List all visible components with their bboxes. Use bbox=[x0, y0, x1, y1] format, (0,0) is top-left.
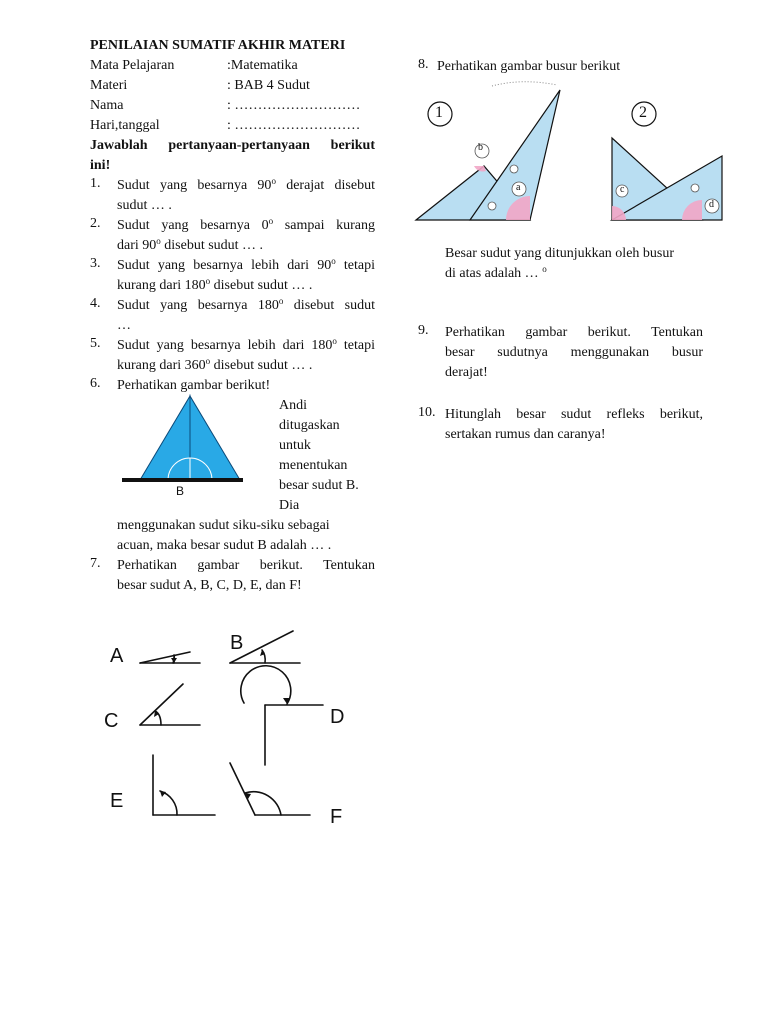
question-7 bbox=[90, 556, 375, 596]
question-text: … bbox=[117, 318, 131, 333]
question-number: 6. bbox=[90, 376, 101, 391]
question-text: Perhatikan gambar berikut. Tentukan bbox=[117, 558, 375, 573]
question-text: Perhatikan gambar berikut! bbox=[117, 378, 271, 393]
angle-label-c: C bbox=[104, 710, 119, 732]
angle-b-label: B bbox=[176, 484, 185, 498]
angles-figure bbox=[105, 625, 365, 835]
question-number: 5. bbox=[90, 336, 101, 351]
header-label: Materi bbox=[90, 78, 128, 93]
question-number: 3. bbox=[90, 256, 101, 271]
question-text: acuan, maka besar sudut B adalah … . bbox=[117, 538, 332, 553]
instruction-line2: ini! bbox=[90, 158, 111, 173]
angle-label-f: F bbox=[330, 806, 343, 828]
question-10 bbox=[418, 405, 703, 445]
header-label: Mata Pelajaran bbox=[90, 58, 175, 73]
question-text: Perhatikan gambar busur berikut bbox=[437, 59, 621, 74]
right-column bbox=[418, 57, 703, 77]
q8-after-text bbox=[445, 244, 705, 284]
question-number: 1. bbox=[90, 176, 101, 191]
question-text: Besar sudut yang ditunjukkan oleh busur bbox=[445, 246, 675, 261]
header-value: :Matematika bbox=[227, 58, 298, 73]
header-label: Nama bbox=[90, 98, 124, 113]
question-number: 2. bbox=[90, 216, 101, 231]
question-text: kurang dari 180$^o$ disebut sudut … . bbox=[117, 276, 313, 293]
protractor-figure bbox=[412, 76, 732, 226]
question-4 bbox=[90, 296, 375, 336]
question-text: sudut … . bbox=[117, 198, 172, 213]
figure-number-1: 1 bbox=[435, 104, 443, 121]
question-text: kurang dari 360$^o$ disebut sudut … . bbox=[117, 356, 313, 373]
angle-label-e: E bbox=[110, 790, 124, 812]
question-number: 7. bbox=[90, 556, 101, 571]
angle-mark-b: b bbox=[478, 142, 483, 153]
question-text: sertakan rumus dan caranya! bbox=[445, 427, 606, 442]
question-text: di atas adalah … $^o$ bbox=[445, 264, 547, 281]
question-number: 4. bbox=[90, 296, 101, 311]
question-number: 9. bbox=[418, 323, 429, 338]
question-text: menentukan bbox=[279, 458, 348, 473]
header-row-subject bbox=[90, 56, 375, 76]
header-row-name bbox=[90, 96, 375, 116]
question-text: Sudut yang besarnya lebih dari 180$^o$ tetapi bbox=[117, 336, 375, 353]
angle-mark-a: a bbox=[516, 182, 521, 193]
question-text: Andi bbox=[279, 398, 307, 413]
question-text: besar sudut A, B, C, D, E, dan F! bbox=[117, 578, 302, 593]
question-3 bbox=[90, 256, 375, 296]
name-field[interactable]: : ……………………… bbox=[227, 98, 361, 113]
q6-side-text bbox=[279, 396, 389, 516]
question-text: untuk bbox=[279, 438, 311, 453]
question-text: Dia bbox=[279, 498, 300, 513]
instruction-line1: Jawablah pertanyaan-pertanyaan berikut bbox=[90, 138, 375, 153]
question-2 bbox=[90, 216, 375, 256]
setsquare-figure bbox=[122, 396, 247, 488]
header-value: : BAB 4 Sudut bbox=[227, 78, 310, 93]
question-text: ditugaskan bbox=[279, 418, 340, 433]
question-text: Sudut yang besarnya lebih dari 90$^o$ tetapi bbox=[117, 256, 375, 273]
question-text: menggunakan sudut siku-siku sebagai bbox=[117, 518, 330, 533]
question-text: Hitunglah besar sudut refleks berikut, bbox=[445, 407, 703, 422]
question-1 bbox=[90, 176, 375, 216]
q6-figure-block bbox=[117, 396, 375, 516]
date-field[interactable]: : ……………………… bbox=[227, 118, 361, 133]
figure-number-2: 2 bbox=[639, 104, 647, 121]
question-text: Sudut yang besarnya 0$^o$ sampai kurang bbox=[117, 216, 375, 233]
question-text: dari 90$^o$ disebut sudut … . bbox=[117, 236, 264, 253]
angle-label-a: A bbox=[110, 645, 124, 667]
question-text: Sudut yang besarnya 180$^o$ disebut sudut bbox=[117, 296, 375, 313]
angle-mark-d: d bbox=[709, 199, 714, 210]
angle-label-b: B bbox=[230, 632, 244, 654]
angle-mark-c: c bbox=[620, 184, 625, 195]
question-9 bbox=[418, 323, 703, 383]
header-label: Hari,tanggal bbox=[90, 118, 160, 133]
question-number: 10. bbox=[418, 405, 436, 420]
header-row-date bbox=[90, 116, 375, 136]
question-text: derajat! bbox=[445, 365, 488, 380]
header-row-material bbox=[90, 76, 375, 96]
left-column bbox=[90, 36, 375, 596]
question-text: Sudut yang besarnya 90$^o$ derajat disebut bbox=[117, 176, 375, 193]
angle-label-d: D bbox=[330, 706, 345, 728]
question-number: 8. bbox=[418, 57, 429, 72]
question-text: besar sudut B. bbox=[279, 478, 359, 493]
question-text: Perhatikan gambar berikut. Tentukan bbox=[445, 325, 703, 340]
question-8 bbox=[418, 57, 703, 77]
question-6 bbox=[90, 376, 375, 556]
page-title: PENILAIAN SUMATIF AKHIR MATERI bbox=[90, 38, 346, 53]
question-text: besar sudutnya menggunakan busur bbox=[445, 345, 703, 360]
question-5 bbox=[90, 336, 375, 376]
